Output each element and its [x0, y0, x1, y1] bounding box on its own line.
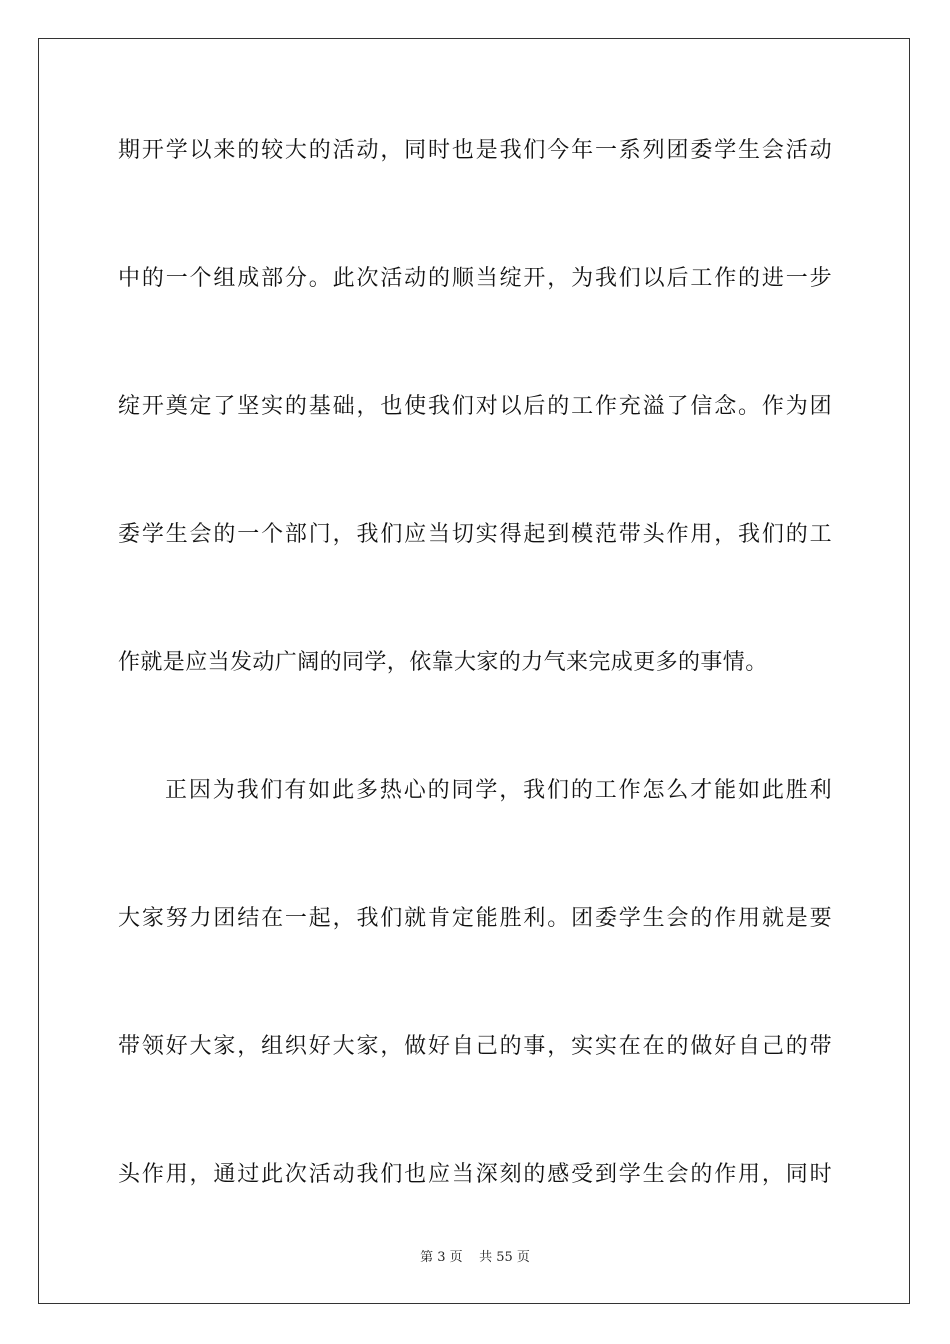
paragraph-line: 中的一个组成部分。此次活动的顺当绽开，为我们以后工作的进一步 — [118, 266, 832, 291]
paragraph-line: 绽开奠定了坚实的基础，也使我们对以后的工作充溢了信念。作为团 — [118, 394, 832, 419]
paragraph-line: 大家努力团结在一起，我们就肯定能胜利。团委学生会的作用就是要 — [118, 906, 832, 931]
paragraph-line: 委学生会的一个部门，我们应当切实得起到模范带头作用，我们的工 — [118, 522, 832, 547]
document-body — [118, 128, 832, 1280]
paragraph-line: 作就是应当发动广阔的同学，依靠大家的力气来完成更多的事情。 — [118, 650, 768, 675]
paragraph-line: 正因为我们有如此多热心的同学，我们的工作怎么才能如此胜利 — [165, 778, 832, 803]
paragraph-line: 头作用，通过此次活动我们也应当深刻的感受到学生会的作用，同时 — [118, 1162, 832, 1187]
paragraph-line: 带领好大家，组织好大家，做好自己的事，实实在在的做好自己的带 — [118, 1034, 832, 1059]
paragraph-line: 期开学以来的较大的活动，同时也是我们今年一系列团委学生会活动 — [118, 138, 832, 163]
page-number-footer: 第 3 页 共 55 页 — [420, 1250, 530, 1265]
